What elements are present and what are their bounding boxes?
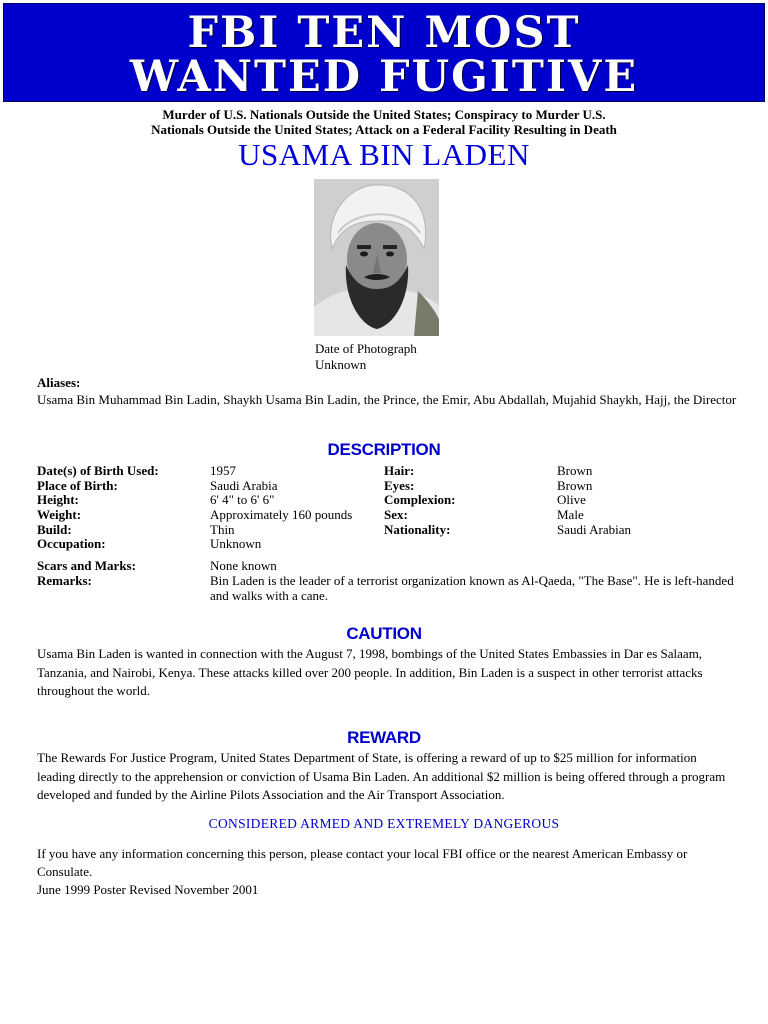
portrait-illustration bbox=[314, 179, 439, 336]
photo-caption bbox=[315, 341, 417, 373]
aliases-label: Aliases: bbox=[37, 375, 81, 390]
contact-text: If you have any information concerning this person, please contact your local FBI office or the nearest American Embassy or Consulate. bbox=[37, 846, 688, 879]
scars-row bbox=[37, 558, 737, 573]
banner-title-line1: FBI TEN MOST bbox=[187, 8, 581, 58]
scars-label: Scars and Marks: bbox=[37, 558, 136, 573]
field-value: Male bbox=[557, 507, 584, 523]
reward-text: The Rewards For Justice Program, United States Department of State, is offering a reward of up to $25 million for information leading directly to the apprehension or conviction of Usama Bin Laden. An additional $2 million is being offered through a program developed and funded by the Airline Pilots Association and the Air Transport Association. bbox=[37, 750, 726, 802]
field-label: Weight: bbox=[37, 507, 82, 523]
field-label: Height: bbox=[37, 492, 79, 508]
description-row bbox=[37, 508, 737, 523]
field-label: Build: bbox=[37, 521, 72, 537]
description-row bbox=[37, 464, 737, 479]
remarks-row bbox=[37, 573, 737, 603]
field-value: Saudi Arabia bbox=[210, 477, 278, 493]
revision-date: June 1999 Poster Revised November 2001 bbox=[37, 882, 259, 897]
remarks-value: Bin Laden is the leader of a terrorist organization known as Al-Qaeda, "The Base". He is left-handed and walks with a cane. bbox=[210, 573, 734, 603]
field-label: Place of Birth: bbox=[37, 477, 118, 493]
description-heading: DESCRIPTION bbox=[327, 440, 441, 459]
scars-value: None known bbox=[210, 558, 277, 573]
aliases-text: Usama Bin Muhammad Bin Ladin, Shaykh Usama Bin Ladin, the Prince, the Emir, Abu Abdallah, Mujahid Shaykh, Hajj, the Director bbox=[37, 392, 737, 407]
description-row bbox=[37, 493, 737, 508]
charges-line2: Nationals Outside the United States; Attack on a Federal Facility Resulting in Death bbox=[151, 122, 617, 137]
field-label: Occupation: bbox=[37, 536, 106, 552]
description-extra bbox=[37, 558, 737, 603]
aliases-block bbox=[37, 374, 742, 408]
field-value: Brown bbox=[557, 463, 593, 478]
field-label: Sex: bbox=[384, 507, 408, 523]
charges bbox=[0, 107, 768, 137]
banner-title-line2: WANTED FUGITIVE bbox=[129, 52, 639, 102]
photo-caption-label: Date of Photograph bbox=[315, 341, 417, 356]
field-value: 6' 4" to 6' 6" bbox=[210, 492, 275, 508]
field-label: Nationality: bbox=[384, 521, 451, 537]
remarks-label: Remarks: bbox=[37, 573, 92, 588]
field-label: Eyes: bbox=[384, 477, 415, 493]
charges-line1: Murder of U.S. Nationals Outside the United States; Conspiracy to Murder U.S. bbox=[162, 107, 606, 122]
field-value: Thin bbox=[210, 521, 235, 537]
photo-caption-value: Unknown bbox=[315, 357, 367, 372]
reward-heading: REWARD bbox=[347, 728, 421, 747]
caution-heading: CAUTION bbox=[346, 624, 422, 643]
description-row bbox=[37, 479, 737, 494]
caution-text: Usama Bin Laden is wanted in connection with the August 7, 1998, bombings of the United States Embassies in Dar es Salaam, Tanzania, and Nairobi, Kenya. These attacks killed over 200 people. In addition, Bin Laden is a suspect in other terrorist attacks throughout the world. bbox=[37, 646, 703, 698]
description-row bbox=[37, 523, 737, 538]
field-value: Brown bbox=[557, 477, 593, 493]
field-label: Complexion: bbox=[384, 492, 456, 508]
field-label: Hair: bbox=[384, 463, 415, 478]
field-value: Saudi Arabian bbox=[557, 521, 632, 537]
field-value: 1957 bbox=[210, 463, 236, 478]
field-value: Olive bbox=[557, 492, 586, 508]
field-label: Date(s) of Birth Used: bbox=[37, 463, 159, 478]
field-value: Unknown bbox=[210, 536, 262, 552]
description-row bbox=[37, 537, 737, 552]
poster-banner bbox=[3, 3, 765, 102]
description-table bbox=[37, 464, 737, 552]
fugitive-name: USAMA BIN LADEN bbox=[238, 137, 530, 172]
field-value: Approximately 160 pounds bbox=[210, 507, 353, 523]
fugitive-photo bbox=[314, 179, 439, 336]
contact-block bbox=[37, 845, 737, 899]
armed-dangerous-warning: CONSIDERED ARMED AND EXTREMELY DANGEROUS bbox=[208, 816, 560, 831]
